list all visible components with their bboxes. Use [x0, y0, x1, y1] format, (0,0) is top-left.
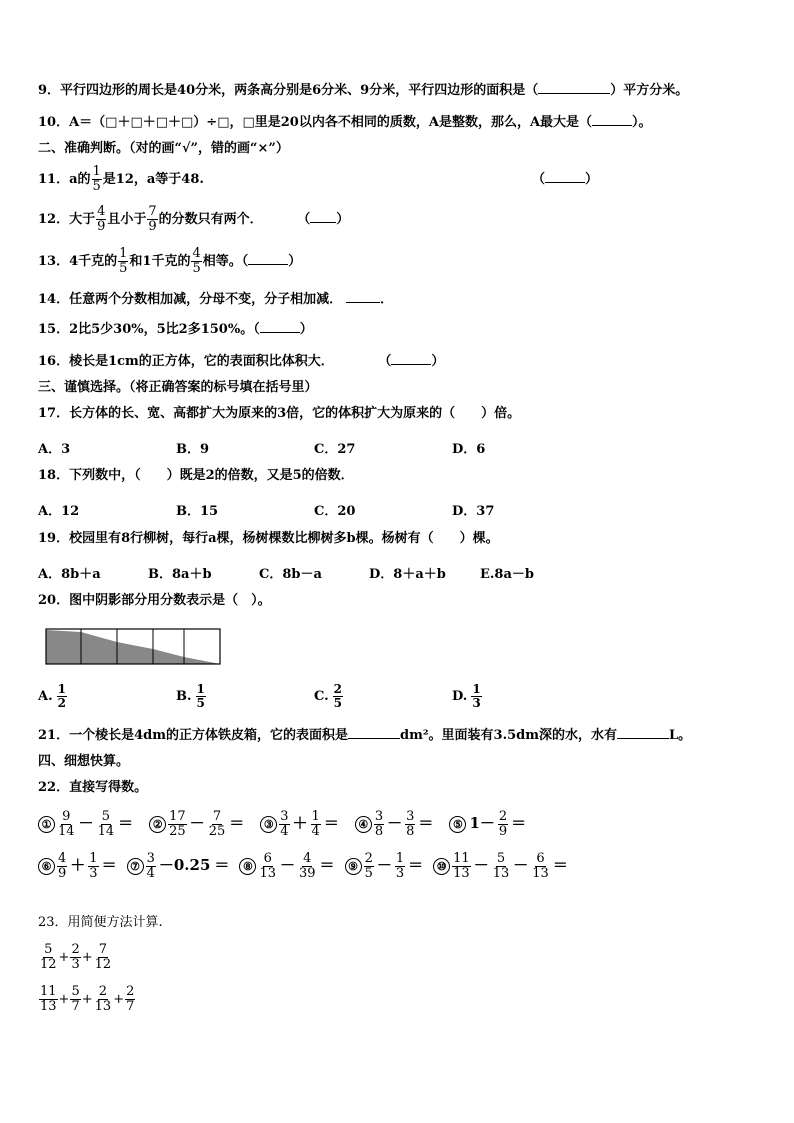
calc-item[interactable]: ① $\frac{9}{14}$ － $\frac{5}{14}$ ＝ — [38, 814, 135, 832]
option-c[interactable]: C．20 — [314, 504, 356, 519]
question-9: 9．平行四边形的周长是40分米，两条高分别是6分米、9分米，平行四边形的面积是（ ）平方分米。 — [38, 83, 689, 98]
option-a[interactable]: A．12 — [38, 504, 80, 519]
fraction: $\frac{7}{25}$ — [208, 808, 226, 839]
answer-blank[interactable] — [260, 332, 300, 333]
answer-paren[interactable]: （ ） — [297, 212, 350, 227]
option-b[interactable]: B．8a＋b — [148, 567, 212, 582]
answer-paren[interactable]: （ ） — [532, 172, 599, 187]
option-a[interactable]: A. $\frac{1}{2}$ — [38, 682, 66, 710]
option-c[interactable]: C．27 — [314, 442, 356, 457]
fraction: $\frac{1}{5}$ — [119, 246, 128, 276]
fraction: $\frac{5}{14}$ — [97, 808, 115, 839]
answer-paren[interactable]: （ ） — [378, 354, 445, 369]
fraction: $\frac{3}{8}$ — [374, 808, 384, 839]
fraction: $\frac{1}{3}$ — [395, 850, 405, 881]
fraction: $\frac{7}{12}$ — [94, 942, 112, 972]
calc-item[interactable]: ⑩ $\frac{11}{13}$ － $\frac{5}{13}$ － $\frac{6}{13}$ ＝ — [433, 856, 570, 874]
option-d[interactable]: D．8＋a＋b — [369, 567, 446, 582]
section-heading-2: 二、准确判断。（对的画“√”，错的画“×”） — [38, 141, 289, 156]
option-a[interactable]: A．8b＋a — [38, 567, 101, 582]
option-d[interactable]: D．37 — [452, 504, 495, 519]
fraction: $\frac{4}{39}$ — [299, 850, 316, 881]
option-b[interactable]: B．15 — [176, 504, 219, 519]
fraction: $\frac{4}{9}$ — [58, 850, 67, 881]
calc-item[interactable]: ⑤ 1－ $\frac{2}{9}$ ＝ — [449, 814, 528, 832]
calc-item[interactable]: ⑥ $\frac{4}{9}$ ＋ $\frac{1}{3}$ ＝ — [38, 856, 119, 874]
answer-blank[interactable] — [592, 125, 632, 126]
fraction: $\frac{5}{7}$ — [71, 984, 80, 1014]
fraction: $\frac{11}{13}$ — [453, 850, 470, 881]
fraction: $\frac{3}{4}$ — [280, 808, 289, 839]
option-b[interactable]: B．9 — [176, 442, 210, 457]
item-number: ① — [38, 816, 55, 833]
fraction: $\frac{5}{13}$ — [492, 850, 510, 881]
fraction: $\frac{3}{8}$ — [406, 808, 415, 839]
item-number: ② — [149, 816, 166, 833]
shaded-rectangle-figure — [45, 628, 223, 666]
calc-expression-2: $\frac{11}{13}$ + $\frac{5}{7}$ + $\frac{2}{13}$ + $\frac{2}{7}$ — [40, 984, 135, 1014]
option-d[interactable]: D．6 — [452, 442, 486, 457]
question-9-text: 9．平行四边形的周长是40分米，两条高分别是6分米、9分米，平行四边形的面积是（ — [38, 83, 539, 98]
calc-expression-1: $\frac{5}{12}$ + $\frac{2}{3}$ + $\frac{7}{12}$ — [40, 942, 112, 972]
answer-blank[interactable] — [617, 738, 669, 739]
item-number: ⑨ — [345, 858, 362, 875]
fraction: $\frac{2}{13}$ — [94, 984, 112, 1014]
question-21: 21．一个棱长是4dm的正方体铁皮箱，它的表面积是 dm²。里面装有3.5dm深的水，水有 L。 — [38, 728, 692, 743]
option-a[interactable]: A．3 — [38, 442, 71, 457]
calc-row-2 — [38, 848, 578, 882]
fraction: $\frac{6}{13}$ — [259, 850, 276, 881]
fraction: $\frac{17}{25}$ — [169, 808, 186, 839]
calc-item[interactable]: ⑨ $\frac{2}{5}$ － $\frac{1}{3}$ ＝ — [345, 856, 426, 874]
question-13: 13．4千克的 $\frac{1}{5}$ 和1千克的 $\frac{4}{5}$ 相等。（ ） — [38, 246, 302, 276]
answer-blank[interactable] — [538, 93, 610, 94]
option-c[interactable]: C．8b－a — [259, 567, 322, 582]
question-18: 18．下列数中，（ ）既是2的倍数，又是5的倍数． — [38, 468, 354, 483]
fraction: $\frac{1}{3}$ — [89, 850, 98, 881]
fraction: $\frac{2}{5}$ — [364, 850, 373, 881]
calc-item[interactable]: ③ $\frac{3}{4}$ ＋ $\frac{1}{4}$ ＝ — [260, 814, 341, 832]
option-c[interactable]: C. $\frac{2}{5}$ — [314, 682, 343, 710]
question-11: 11．a的 $\frac{1}{5}$ 是12，a等于48. — [38, 164, 204, 194]
question-23-title: 23．用简便方法计算. — [38, 915, 163, 930]
calc-item[interactable]: ④ $\frac{3}{8}$ － $\frac{3}{8}$ ＝ — [355, 814, 436, 832]
item-number: ⑧ — [239, 858, 256, 875]
fraction: $\frac{2}{7}$ — [126, 984, 135, 1014]
question-10: 10．A＝（□＋□＋□＋□）÷□，□里是20以内各不相同的质数，A是整数，那么，A最大是（ ）。 — [38, 115, 652, 130]
answer-blank[interactable] — [346, 302, 380, 303]
question-16: 16．棱长是1cm的正方体，它的表面积比体积大． （ ） — [38, 354, 445, 369]
question-22-title: 22．直接写得数。 — [38, 780, 148, 795]
item-number: ⑦ — [127, 858, 144, 875]
section-heading-3: 三、谨慎选择。（将正确答案的标号填在括号里） — [38, 380, 318, 395]
question-14: 14．任意两个分数相加减，分母不变，分子相加减． ． — [38, 292, 394, 307]
fraction: $\frac{11}{13}$ — [40, 984, 57, 1014]
fraction: $\frac{9}{14}$ — [58, 808, 75, 839]
option-e[interactable]: E.8a－b — [480, 567, 534, 582]
section-heading-4: 四、细想快算。 — [38, 754, 130, 769]
option-b[interactable]: B. $\frac{1}{5}$ — [176, 682, 205, 710]
fraction: $\frac{4}{5}$ — [192, 246, 201, 276]
fraction: $\frac{1}{5}$ — [92, 164, 101, 194]
fraction: $\frac{3}{4}$ — [146, 850, 155, 881]
question-17: 17．长方体的长、宽、高都扩大为原来的3倍，它的体积扩大为原来的（ ）倍。 — [38, 406, 521, 421]
question-12: 12．大于 $\frac{4}{9}$ 且小于 $\frac{7}{9}$ 的分数只有两个． （ ） — [38, 204, 350, 234]
item-number: ⑤ — [449, 816, 466, 833]
calc-item[interactable]: ⑦ $\frac{3}{4}$ －0.25 ＝ — [127, 856, 232, 874]
fraction: $\frac{4}{9}$ — [97, 204, 106, 234]
question-15: 15．2比5少30%，5比2多150%。（ ） — [38, 322, 313, 337]
fraction: $\frac{2}{3}$ — [71, 942, 80, 972]
answer-blank[interactable] — [348, 738, 400, 739]
question-20: 20．图中阴影部分用分数表示是（ ）。 — [38, 593, 271, 608]
calc-row-1 — [38, 806, 542, 840]
fraction: $\frac{2}{9}$ — [498, 808, 508, 839]
answer-blank[interactable] — [248, 264, 288, 265]
fraction: $\frac{7}{9}$ — [148, 204, 157, 234]
fraction: $\frac{6}{13}$ — [532, 850, 549, 881]
calc-item[interactable]: ② $\frac{17}{25}$ － $\frac{7}{25}$ ＝ — [149, 814, 246, 832]
item-number: ⑥ — [38, 858, 55, 875]
option-d[interactable]: D. $\frac{1}{3}$ — [452, 682, 481, 710]
item-number: ⑩ — [433, 858, 450, 875]
item-number: ④ — [355, 816, 372, 833]
fraction: $\frac{1}{4}$ — [311, 808, 320, 839]
question-10-text: 10．A＝（□＋□＋□＋□）÷□，□里是20以内各不相同的质数，A是整数，那么，A最大是（ — [38, 115, 593, 130]
calc-item[interactable]: ⑧ $\frac{6}{13}$ － $\frac{4}{39}$ ＝ — [239, 856, 336, 874]
question-19: 19．校园里有8行柳树，每行a棵，杨树棵数比柳树多b棵。杨树有（ ）棵。 — [38, 531, 499, 546]
fraction: $\frac{5}{12}$ — [40, 942, 57, 972]
item-number: ③ — [260, 816, 277, 833]
